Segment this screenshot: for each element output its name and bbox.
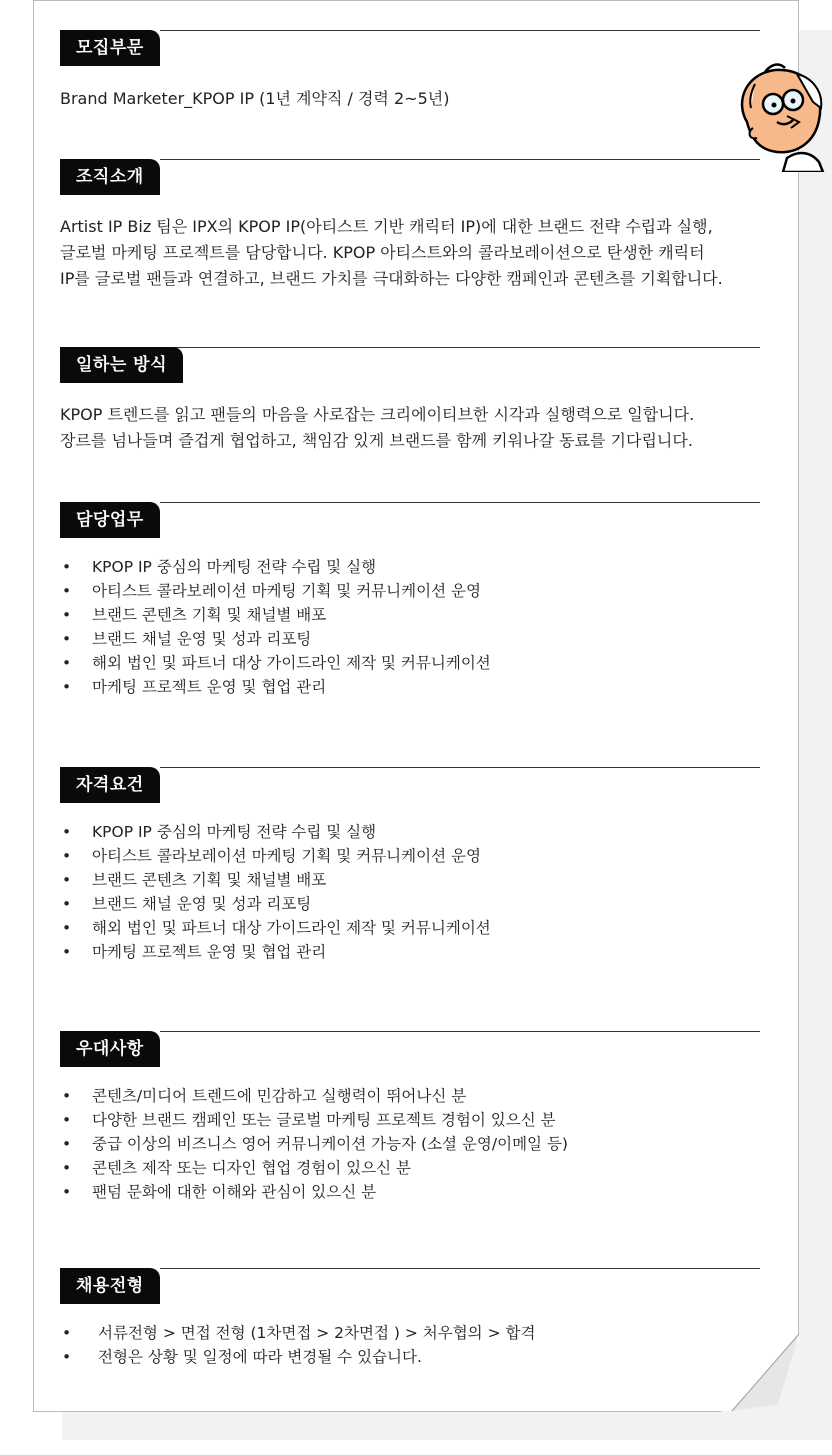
prefer-list [60,1084,740,1204]
list-item: • 브랜드 채널 운영 및 성과 리포팅 [62,630,312,648]
section-divider [160,1268,760,1269]
list-item: • 콘텐츠/미디어 트렌드에 민감하고 실행력이 뛰어나신 분 [62,1087,467,1105]
quals-list [60,820,740,964]
list-item: • 콘텐츠 제작 또는 디자인 협업 경험이 있으신 분 [62,1159,411,1177]
list-item: • 해외 법인 및 파트너 대상 가이드라인 제작 및 커뮤니케이션 [62,654,491,672]
section-org [60,159,740,292]
work-text: KPOP 트렌드를 읽고 팬들의 마음을 사로잡는 크리에이티브한 시각과 실행력으로 일합니다. 장르를 넘나들며 즐겁게 협업하고, 책임감 있게 브랜드를 함께 키워나갈 동료를 기다립니다. [60,405,695,450]
section-divider [160,502,760,503]
list-item: • 브랜드 채널 운영 및 성과 리포팅 [62,895,312,913]
mascot-character-icon [727,62,832,172]
recruit-text: Brand Marketer_KPOP IP (1년 계약직 / 경력 2~5년) [60,89,450,108]
section-divider [160,30,760,31]
section-divider [160,347,760,348]
section-duties [60,502,740,699]
list-item: • 브랜드 콘텐츠 기획 및 채널별 배포 [62,606,327,624]
duties-list [60,555,740,699]
list-item: • 다양한 브랜드 캠페인 또는 글로벌 마케팅 프로젝트 경험이 있으신 분 [62,1111,556,1129]
list-item: • 마케팅 프로젝트 운영 및 협업 관리 [62,678,327,696]
list-item: • 아티스트 콜라보레이션 마케팅 기획 및 커뮤니케이션 운영 [62,847,481,865]
section-divider [160,767,760,768]
list-item: • 해외 법인 및 파트너 대상 가이드라인 제작 및 커뮤니케이션 [62,919,491,937]
section-title: 자격요건 [60,767,160,803]
section-title: 일하는 방식 [60,347,183,383]
section-divider [160,159,760,160]
section-title: 담당업무 [60,502,160,538]
list-item: • KPOP IP 중심의 마케팅 전략 수립 및 실행 [62,558,377,576]
list-item: • 아티스트 콜라보레이션 마케팅 기획 및 커뮤니케이션 운영 [62,582,481,600]
list-item: • 마케팅 프로젝트 운영 및 협업 관리 [62,943,327,961]
org-text: Artist IP Biz 팀은 IPX의 KPOP IP(아티스트 기반 캐릭터 IP)에 대한 브랜드 전략 수립과 실행, 글로벌 마케팅 프로젝트를 담당합니다. KPOP 아티스트와의 콜라보레이션으로 탄생한 캐릭터 IP를 글로벌 팬들과 연결하고, 브랜드 가치를 극대화하는 다양한 캠페인과 콘텐츠를 기획합니다. [60,217,723,288]
section-divider [160,1031,760,1032]
list-item: • 서류전형 > 면접 전형 (1차면접 > 2차면접 ) > 처우협의 > 합격 [62,1324,536,1342]
list-item: • 중급 이상의 비즈니스 영어 커뮤니케이션 가능자 (소셜 운영/이메일 등) [62,1135,568,1153]
section-title: 모집부문 [60,30,160,66]
section-recruit [60,30,740,111]
process-list [60,1321,740,1369]
list-item: • 브랜드 콘텐츠 기획 및 채널별 배포 [62,871,327,889]
section-work [60,347,740,454]
section-process [60,1268,740,1369]
list-item: • 전형은 상황 및 일정에 따라 변경될 수 있습니다. [62,1348,422,1366]
list-item: • 팬덤 문화에 대한 이해와 관심이 있으신 분 [62,1183,377,1201]
section-quals [60,767,740,964]
list-item: • KPOP IP 중심의 마케팅 전략 수립 및 실행 [62,823,377,841]
section-title: 채용전형 [60,1268,160,1304]
section-title: 조직소개 [60,159,160,195]
section-prefer [60,1031,740,1204]
section-title: 우대사항 [60,1031,160,1067]
